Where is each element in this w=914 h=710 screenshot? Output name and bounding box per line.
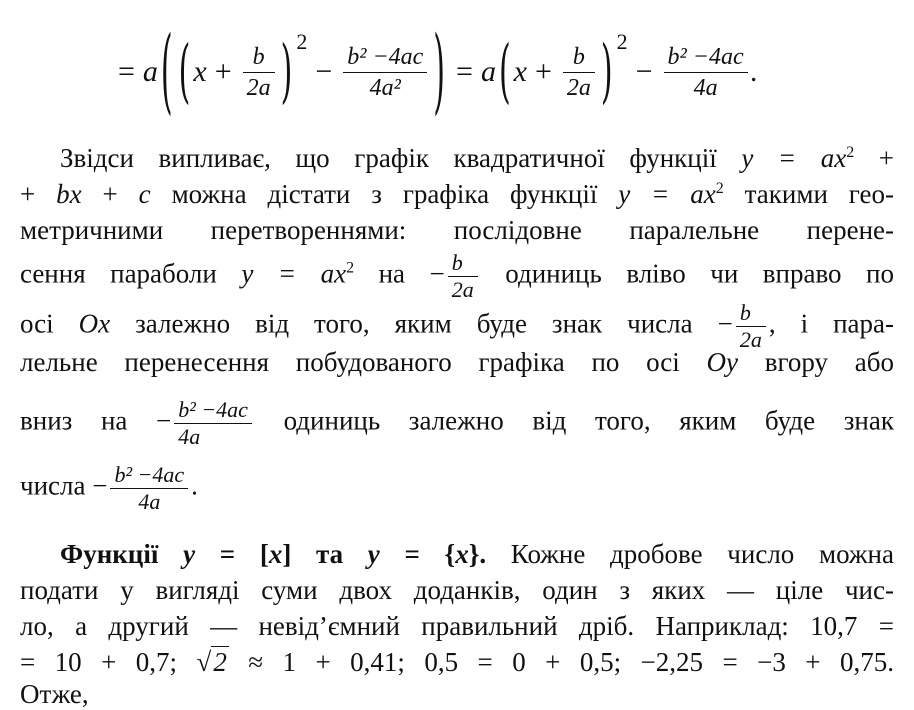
fraction-discriminant-over-4a: $\frac{\text{b² −4ac}}{4a}$ (174, 397, 252, 450)
fraction-discriminant-over-4a: $\frac{\text{b² −4ac}}{4a}$ (664, 42, 748, 103)
paragraph1-line1: Звідси випливає, що графік квадратичної функції $y = ax^2$ + (60, 143, 894, 173)
formula-a: a (142, 55, 158, 88)
paragraph2-line4: = 10 + 0,7; √2 ≈ 1 + 0,41; 0,5 = 0 + 0,5; −2,25 = −3 + 0,75. (20, 647, 894, 677)
fraction-b-over-2a: $\frac{b}{2a}$ (243, 42, 275, 103)
paragraph2-line2: подати у вигляді суми двох доданків, один з яких — ціле чис- (20, 575, 894, 605)
paragraph1-line4: сення параболи $y = ax^2$ на − $\frac{b}{2a}$ одиниць вліво чи вправо по (20, 250, 894, 302)
paragraph1-line7: вниз на − $\frac{\text{b² −4ac}}{4a}$ одиниць залежно від того, яким буде знак (20, 397, 894, 449)
formula-x: x (193, 55, 207, 88)
paragraph1-line3: метричними перетвореннями: послідовне паралельне перене- (20, 215, 894, 245)
paragraph2-line1: Функції y = [x] та y = {x}. Кожне дробове число можна (60, 539, 894, 569)
paragraph1-line5: осі Ox залежно від того, яким буде знак числа − $\frac{b}{2a}$ , і пара- (20, 300, 894, 352)
fraction-discriminant-over-4a2: $\frac{\text{b² −4ac}}{\text{4a²}}$ (343, 42, 427, 103)
formula-eq: = (118, 55, 135, 88)
paragraph2-line5: Отже, (20, 679, 89, 709)
paragraph1-line2: + bx + c можна дістати з графіка функції $y = ax^2$ такими гео- (20, 179, 894, 209)
fraction-b-over-2a: $\frac{b}{2a}$ (736, 300, 766, 353)
completed-square-formula: = a ( ( x + $\frac{b}{2a}$ ) 2 − $\frac{\text{b² −4ac}}{\text{4a²}}$ ) = a ( x + $\frac{b}{2a}$ ) 2 − $\frac{\text{b² −4ac}}{4a}$ . (118, 17, 759, 127)
fraction-discriminant-over-4a: $\frac{\text{b² −4ac}}{4a}$ (110, 462, 188, 515)
section-heading: Функції (60, 539, 184, 569)
square-root-2: √2 (196, 647, 227, 677)
paragraph1-line6: лельне перенесення побудованого графіка по осі Oy вгору або (20, 347, 895, 377)
fraction-b-over-2a: $\frac{b}{2a}$ (448, 250, 478, 303)
paragraph1-line8: числа − $\frac{\text{b² −4ac}}{4a}$ . (20, 462, 198, 514)
paragraph2-line3: ло, а другий — невід’ємний правильний дріб. Наприклад: 10,7 = (20, 611, 894, 641)
